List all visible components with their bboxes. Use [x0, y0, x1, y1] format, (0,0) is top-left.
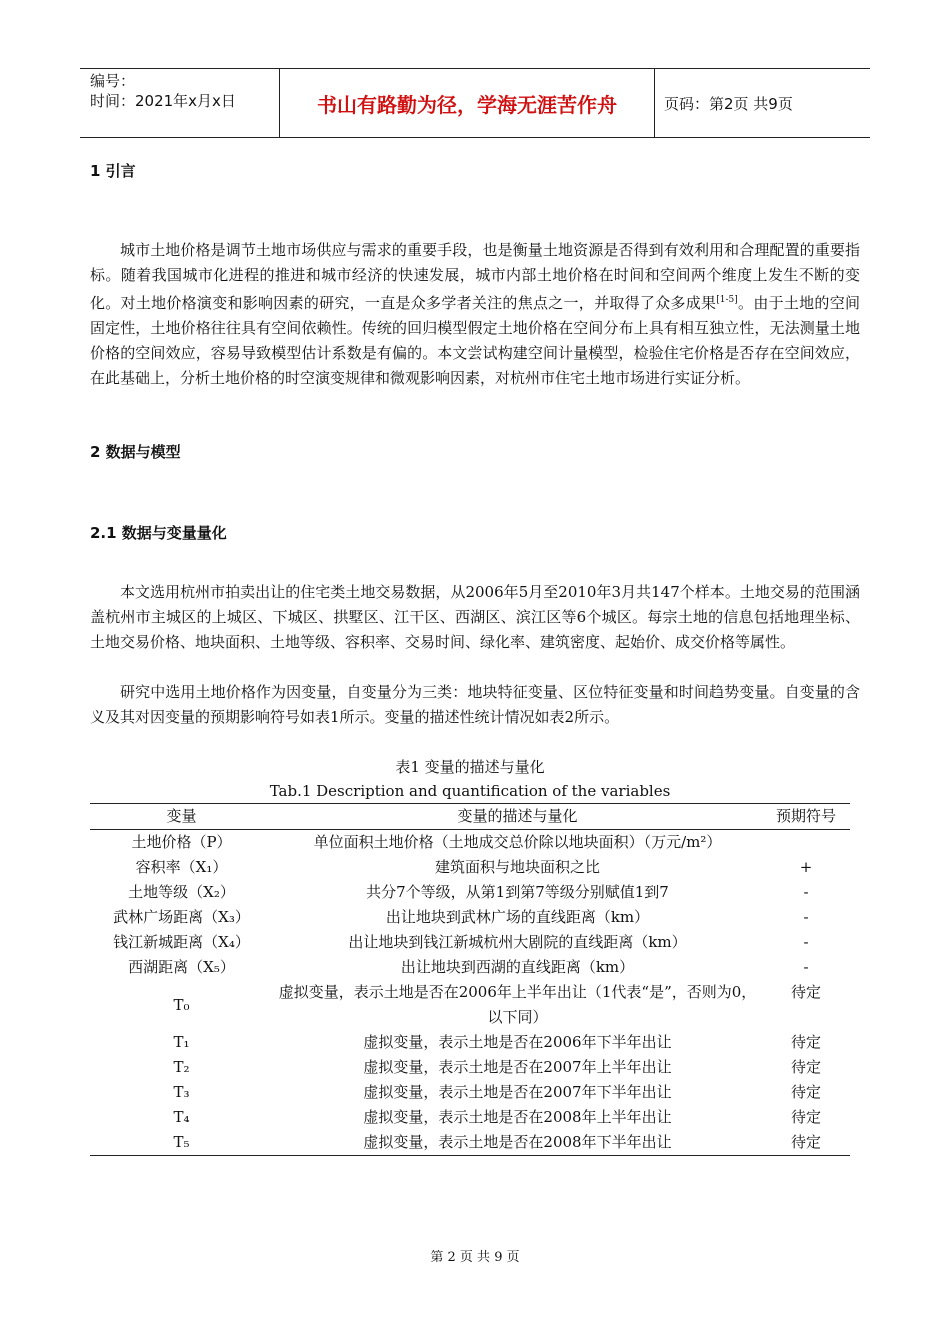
- cell-sign: [762, 830, 850, 856]
- section-2-1-paragraph-1: 本文选用杭州市拍卖出让的住宅类土地交易数据，从2006年5月至2010年3月共147个样本。土地交易的范围涵盖杭州市主城区的上城区、下城区、拱墅区、江干区、西湖区、滨江区等6个城区。每宗土地的信息包括地理坐标、土地交易价格、地块面积、土地等级、容积率、交易时间、绿化率、建筑密度、起始价、成交价格等属性。: [90, 583, 860, 651]
- header-description: 变量的描述与量化: [273, 804, 762, 830]
- table-row: [90, 1130, 850, 1156]
- cell-description: 单位面积土地价格（土地成交总价除以地块面积）（万元/m²）: [313, 833, 722, 851]
- cell-description: 出让地块到武林广场的直线距离（km）: [385, 908, 650, 926]
- cell-variable: 土地价格（P）: [131, 833, 232, 851]
- header-motto: 书山有路勤为径，学海无涯苦作舟: [280, 69, 655, 137]
- cell-variable: T₄: [173, 1108, 190, 1126]
- cell-variable: T₂: [173, 1058, 190, 1076]
- cell-description: 共分7个等级，从第1到第7等级分别赋值1到7: [366, 883, 669, 901]
- table-row: [90, 880, 850, 905]
- table-row: [90, 855, 850, 880]
- citation: [1-5]: [716, 295, 738, 305]
- table-row: [90, 1105, 850, 1130]
- section-2-1-paragraph-2: 研究中选用土地价格作为因变量，自变量分为三类：地块特征变量、区位特征变量和时间趋势变量。自变量的含义及其对因变量的预期影响符号如表1所示。变量的描述性统计情况如表2所示。: [90, 683, 860, 726]
- cell-variable: 西湖距离（X₅）: [128, 958, 235, 976]
- section-2-1-title: 2.1 数据与变量量化: [90, 524, 227, 542]
- cell-description: 虚拟变量，表示土地是否在2008年上半年出让: [363, 1108, 672, 1126]
- cell-sign: 待定: [762, 1130, 850, 1156]
- cell-description: 建筑面积与地块面积之比: [434, 858, 600, 876]
- cell-sign: +: [799, 858, 813, 876]
- cell-variable: 武林广场距离（X₃）: [113, 908, 250, 926]
- cell-variable: 容积率（X₁）: [135, 858, 228, 876]
- cell-variable: 钱江新城距离（X₄）: [113, 933, 250, 951]
- section-1-paragraph: [90, 238, 860, 391]
- section-2-title: 2 数据与模型: [90, 443, 181, 461]
- cell-sign: -: [803, 883, 809, 901]
- table-1-caption-en: Tab.1 Description and quantification of the variables: [269, 782, 671, 800]
- cell-description: 虚拟变量，表示土地是否在2007年上半年出让: [363, 1058, 672, 1076]
- cell-sign: 待定: [790, 983, 821, 1001]
- cell-variable: T₃: [173, 1083, 190, 1101]
- doc-number-label: 编号：: [90, 72, 136, 90]
- section-1-text-a: 城市土地价格是调节土地市场供应与需求的重要手段，也是衡量土地资源是否得到有效利用和合理配置的重要指标。随着我国城市化进程的推进和城市经济的快速发展，城市内部土地价格在时间和空间两个维度上发生不断的变化。对土地价格演变和影响因素的研究，一直是众多学者关注的焦点之一，并取得了众多成果: [90, 241, 860, 312]
- cell-description: 虚拟变量，表示土地是否在2006年下半年出让: [363, 1033, 672, 1051]
- doc-time-label: 时间：2021年x月x日: [90, 92, 236, 110]
- table-header-row: [90, 804, 850, 830]
- table-row: [90, 1080, 850, 1105]
- page-header: [80, 68, 870, 138]
- table-row: [90, 930, 850, 955]
- header-sign: 预期符号: [762, 804, 850, 830]
- header-page-label: 页码：第2页 共9页: [664, 94, 793, 113]
- cell-variable: T₁: [173, 1033, 190, 1051]
- cell-sign: 待定: [790, 1033, 821, 1051]
- cell-sign: 待定: [790, 1083, 821, 1101]
- table-row: [90, 1030, 850, 1055]
- table-1-caption-cn: 表1 变量的描述与量化: [395, 758, 545, 776]
- cell-description: 虚拟变量，表示土地是否在2007年下半年出让: [363, 1083, 672, 1101]
- table-row: [90, 1055, 850, 1080]
- cell-variable: T₅: [90, 1130, 273, 1156]
- table-row: [90, 830, 850, 856]
- cell-sign: 待定: [790, 1108, 821, 1126]
- table-row: [90, 980, 850, 1030]
- header-meta: [80, 69, 280, 137]
- table-1: [90, 803, 850, 1156]
- cell-description: 虚拟变量，表示土地是否在2006年上半年出让（1代表“是”，否则为0，以下同）: [278, 983, 757, 1026]
- table-row: [90, 905, 850, 930]
- section-1-text-b: 。由于土地的空间固定性，土地价格往往具有空间依赖性。传统的回归模型假定土地价格在空间分布上具有相互独立性，无法测量土地价格的空间效应，容易导致模型估计系数是有偏的。本文尝试构建空间计量模型，检验住宅价格是否存在空间效应，在此基础上，分析土地价格的时空演变规律和微观影响因素，对杭州市住宅土地市场进行实证分析。: [90, 294, 860, 387]
- cell-description: 虚拟变量，表示土地是否在2008年下半年出让: [273, 1130, 762, 1156]
- cell-sign: -: [803, 908, 809, 926]
- cell-description: 出让地块到西湖的直线距离（km）: [400, 958, 635, 976]
- header-variable: 变量: [90, 804, 273, 830]
- cell-sign: -: [803, 933, 809, 951]
- cell-sign: -: [803, 958, 809, 976]
- cell-sign: 待定: [790, 1058, 821, 1076]
- cell-description: 出让地块到钱江新城杭州大剧院的直线距离（km）: [348, 933, 687, 951]
- section-1-title: 1 引言: [90, 162, 136, 180]
- cell-variable: T₀: [173, 995, 190, 1014]
- page-footer: 第 2 页 共 9 页: [430, 1250, 520, 1265]
- cell-variable: 土地等级（X₂）: [128, 883, 235, 901]
- table-row: [90, 955, 850, 980]
